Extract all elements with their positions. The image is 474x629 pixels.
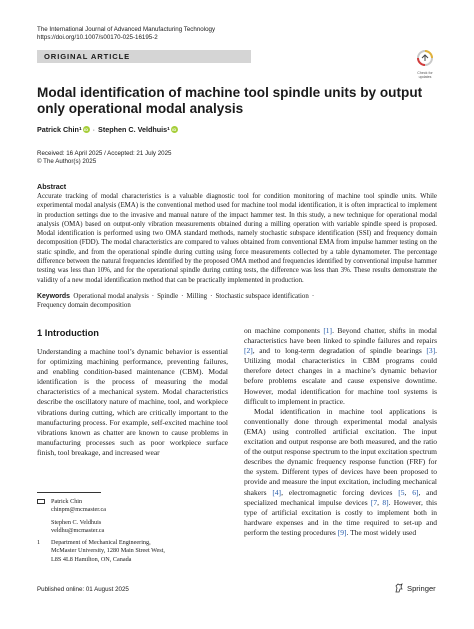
intro-paragraph-1: Understanding a machine tool’s dynamic behavior is essential for optimizing machining performance, preventing failures, and enabling condition-based maintenance (CBM). Modal identification is the process of measuring the modal characteristics of a mechanical system. Modal characteristics describe the oscillatory nature of machine, tool, and workpiece vibrations during cutting, which are critically important to the manufacturing process. For example, self-excited machine tool vibrations known as chatter are known to cause problems in manufacturing processes such as poor workpiece surface finish, tool breakage, and increased wear bbox=[37, 347, 228, 457]
text-run: . Beyond chatter, shifts in modal characteristics have been linked to spindle failures and repairs bbox=[244, 326, 438, 346]
keyword: Spindle bbox=[157, 293, 179, 300]
text-run: . However, this type of artificial excitation is costly to implement both in hardware expenses and in the time required to set-up and perform the testing procedures bbox=[244, 497, 437, 537]
check-for-updates-icon bbox=[417, 50, 433, 66]
abstract-heading: Abstract bbox=[37, 182, 67, 191]
keyword-separator: · bbox=[151, 293, 155, 300]
citation-link[interactable]: [3] bbox=[426, 346, 436, 356]
citation-link[interactable]: [1] bbox=[323, 326, 333, 335]
check-for-updates-label-2: updates bbox=[418, 75, 432, 79]
author-footnotes bbox=[37, 498, 165, 564]
check-for-updates-label-1: Check for bbox=[417, 71, 433, 75]
orcid-icon[interactable]: iD bbox=[172, 127, 177, 132]
affiliation-line: McMaster University, 1280 Main Street West, bbox=[51, 547, 165, 555]
citation-link[interactable]: [9] bbox=[337, 527, 347, 537]
journal-header bbox=[37, 26, 215, 42]
intro-paragraph-1-continued bbox=[244, 326, 437, 407]
publisher-logo bbox=[394, 583, 436, 593]
springer-horse-icon bbox=[394, 583, 404, 593]
keyword-separator: · bbox=[210, 293, 213, 300]
author-affiliation-mark: 1 bbox=[78, 127, 82, 132]
email-icon bbox=[37, 498, 51, 535]
text-run: , bbox=[404, 487, 413, 497]
section-heading-introduction: 1 Introduction bbox=[37, 328, 99, 338]
intro-paragraph-2 bbox=[244, 407, 437, 538]
author-list bbox=[37, 125, 178, 134]
doi-link[interactable]: https://doi.org/10.1007/s00170-025-16195-2 bbox=[37, 34, 158, 41]
copyright-line: © The Author(s) 2025 bbox=[37, 158, 97, 166]
corresponding-author-email[interactable]: chinpm@mcmaster.ca bbox=[51, 506, 107, 514]
received-accepted-dates: Received: 16 April 2025 / Accepted: 21 July 2025 bbox=[37, 150, 172, 157]
second-author-name: Stephen C. Veldhuis bbox=[51, 518, 102, 526]
article-title: Modal identification of machine tool spindle units by output only operational modal analysis bbox=[37, 85, 423, 116]
citation-link[interactable]: [4] bbox=[272, 487, 282, 497]
text-run: , electromagnetic forcing devices bbox=[281, 487, 399, 497]
affiliation-mark: 1 bbox=[37, 539, 41, 547]
author-name[interactable]: Stephen C. Veldhuis bbox=[98, 125, 168, 134]
author-separator: · bbox=[92, 125, 96, 134]
second-author-email[interactable]: veldhu@mcmaster.ca bbox=[51, 526, 105, 534]
keywords-block bbox=[37, 292, 437, 311]
author-affiliation-mark: 1 bbox=[167, 127, 170, 132]
text-run: . The most widely used bbox=[346, 527, 417, 537]
publisher-name: Springer bbox=[407, 583, 436, 593]
citation-link[interactable]: [7 bbox=[370, 497, 378, 507]
check-for-updates-badge[interactable] bbox=[414, 50, 436, 79]
article-type-banner: ORIGINAL ARTICLE bbox=[37, 50, 251, 63]
journal-name: The International Journal of Advanced Manufacturing Technology bbox=[37, 26, 216, 33]
body-column-left bbox=[37, 347, 228, 458]
citation-link[interactable]: 6] bbox=[412, 487, 419, 497]
text-run: Modal identification in machine tool applications is conventionally done through experimental modal analysis (EMA) using controlled artificial excitation. The input excitation and output response are both measured, and the ratio of the output response spectrum to the input excitation spectrum describes the dynamic frequency response function (FRF) for the system. Different types of devices have been proposed to provide and measure the input excitation, including mechanical shakers bbox=[244, 406, 437, 497]
keyword-separator: · bbox=[181, 293, 184, 300]
affiliation-line: L8S 4L8 Hamilton, ON, Canada bbox=[51, 555, 132, 563]
keyword-separator: · bbox=[311, 293, 315, 300]
citation-link[interactable]: 8] bbox=[382, 497, 389, 507]
author-name[interactable]: Patrick Chin bbox=[37, 125, 79, 134]
text-run: , bbox=[377, 497, 383, 507]
keyword: Frequency domain decomposition bbox=[37, 302, 131, 310]
corresponding-author-name: Patrick Chin bbox=[51, 498, 83, 505]
citation-link[interactable]: [5 bbox=[398, 487, 405, 497]
text-run: , and specialized mechanical impulse devices bbox=[244, 487, 437, 507]
keyword: Stochastic subspace identification bbox=[215, 293, 309, 300]
abstract-text: Accurate tracking of modal characteristics is a valuable diagnostic tool for condition monitoring of machine tool spindle units. While experimental modal analysis (EMA) is the conventional method used for machine tool modal identification, it is often impractical to implement in production settings due to the invasive and manual nature of the impact hammer test. In this study, a new technique for operational modal analysis (OMA) based on output-only vibration measurements obtained during a milling operation with variable spindle speed is proposed. Modal identification is performed using two OMA standard methods, namely stochastic subspace identification (SSI) and frequency domain decomposition (FDD). The modal characteristics are compared to values obtained from conventional EMA from impulse hammer testing on the static spindle, and from the operational spindle during cutting using force measurements collected by a table dynamometer. The percentage difference between the natural frequencies identified by the proposed OMA method and frequencies identified by conventional impulse hammer testing was less than 10%, and for the operational spindle during cutting tests, the difference was less than 3%. These results demonstrate the validity of a new modal identification method that can be practically implemented in production. bbox=[37, 193, 437, 284]
article-dates bbox=[37, 150, 172, 167]
citation-link[interactable]: [2] bbox=[244, 346, 253, 356]
orcid-icon[interactable]: iD bbox=[84, 127, 89, 132]
body-column-right bbox=[244, 326, 437, 538]
text-run: . Utilizing modal characteristics in CBM programs could therefore detect changes in a machine’s dynamic behavior before problems escalate and cause expensive downtime. However, modal identification for machine tool systems is difficult to implement in practice. bbox=[244, 346, 437, 406]
published-online-date: Published online: 01 August 2025 bbox=[37, 586, 129, 593]
text-run: , and to long-term degradation of spindle bearings bbox=[252, 346, 427, 356]
text-run: on machine components bbox=[244, 326, 324, 335]
keywords-label: Keywords bbox=[37, 293, 70, 300]
affiliation-line: Department of Mechanical Engineering, bbox=[51, 539, 151, 547]
footnote-divider bbox=[37, 492, 101, 493]
keyword: Milling bbox=[186, 293, 208, 300]
keyword: Operational modal analysis bbox=[73, 293, 149, 300]
